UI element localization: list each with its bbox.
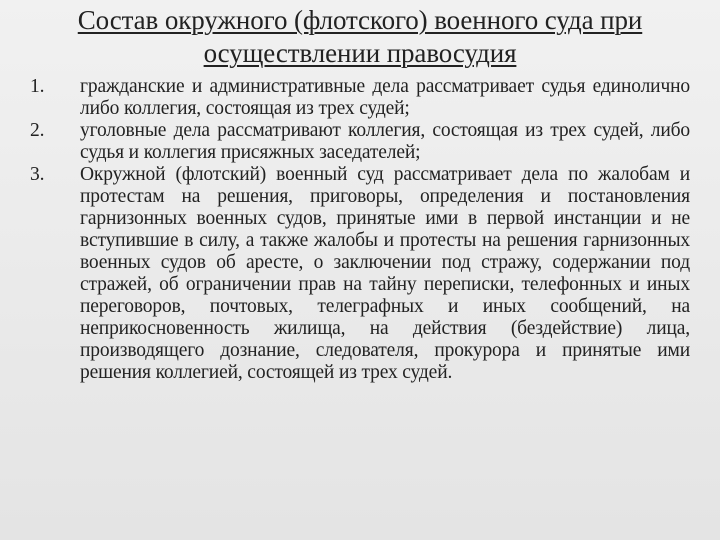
list-item xyxy=(30,164,690,384)
list-item-number: 2. xyxy=(30,120,45,141)
list-item-number: 3. xyxy=(30,164,45,185)
list-item-text: уголовные дела рассматривают коллегия, состоящая из трех судей, либо судья и коллегия присяжных заседателей; xyxy=(80,120,690,163)
list-item-number: 1. xyxy=(30,76,45,97)
list-item-text: Окружной (флотский) военный суд рассматривает дела по жалобам и протестам на решения, приговоры, определения и постановления гарнизонных военных судов, принятые ими в первой инстанции и не вступившие в силу, а также жалобы и протесты на решения гарнизонных военных судов об аресте, о заключении под стражу, содержании под стражей, об ограничении прав на тайну переписки, телефонных и иных переговоров, почтовых, телеграфных и иных сообщений, на неприкосновенность жилища, на действия (бездействие) лица, производящего дознание, следователя, прокурора и принятые ими решения коллегией, состоящей из трех судей. xyxy=(80,164,690,383)
list-item-text: гражданские и административные дела рассматривает судья единолично либо коллегия, состоящая из трех судей; xyxy=(80,76,690,119)
list-item xyxy=(30,120,690,164)
slide-title: Состав окружного (флотского) военного суда при осуществлении правосудия xyxy=(77,5,643,68)
list-item xyxy=(30,76,690,120)
numbered-list xyxy=(30,76,690,384)
